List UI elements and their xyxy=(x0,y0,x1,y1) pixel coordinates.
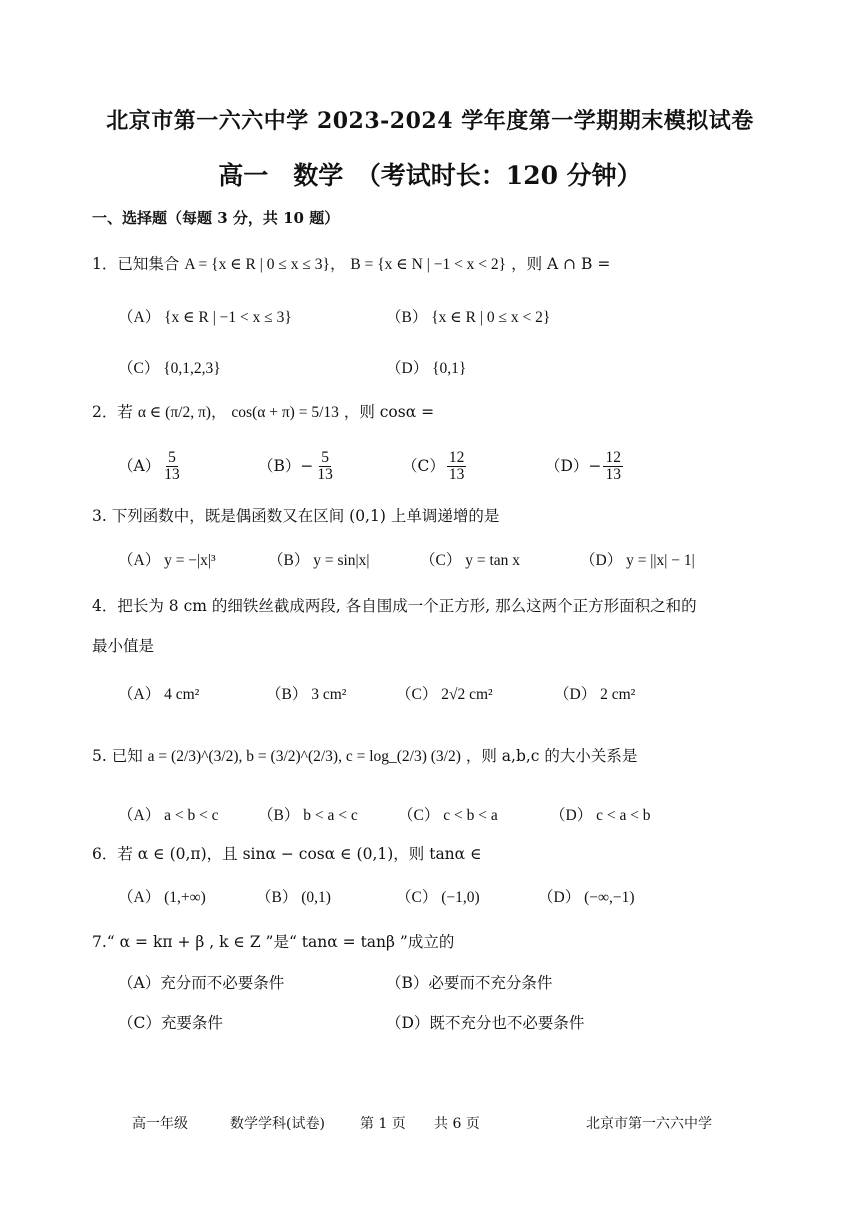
q3-option-d: （D） y = ||x| − 1| xyxy=(580,552,695,569)
q5-prefix: 5. 已知 xyxy=(92,747,143,765)
q3-option-b: （B） y = sin|x| xyxy=(268,552,370,569)
q5-expression: a = (2/3)^(3/2), b = (3/2)^(2/3), c = log_(2/3) (3/2) xyxy=(147,748,461,765)
section-heading: 一、选择题（每题 3 分，共 10 题） xyxy=(92,209,340,227)
q2-condition-1: α ∈ (π/2, π) xyxy=(137,404,211,421)
q2-option-a: （A） $\frac{5}{13}$ xyxy=(118,449,180,484)
q1-option-b: （B） {x ∈ R | 0 ≤ x < 2} xyxy=(386,309,551,326)
q2-condition-2: cos(α + π) = 5/13 xyxy=(231,404,339,421)
q5-option-d: （D） c < a < b xyxy=(550,807,651,824)
q2-prefix: 2．若 xyxy=(92,403,133,421)
q1-option-c: （C） {0,1,2,3} xyxy=(118,360,221,377)
q4-option-a: （A） 4 cm² xyxy=(118,686,200,703)
q1-set-a: A = {x ∈ R | 0 ≤ x ≤ 3} xyxy=(184,256,330,273)
exam-subtitle: 高一 数学 （考试时长：120 分钟） xyxy=(218,161,642,190)
q2-a-denominator: 13 xyxy=(164,466,180,484)
q2-b-numerator: 5 xyxy=(321,449,330,466)
q1-option-a: （A） {x ∈ R | −1 < x ≤ 3} xyxy=(118,309,292,326)
q7-option-b: （B）必要而不充分条件 xyxy=(386,974,553,992)
q3-option-a: （A） y = −|x|³ xyxy=(118,552,216,569)
footer-grade: 高一年级 xyxy=(132,1116,188,1132)
q2-option-b: （B）− $\frac{5}{13}$ xyxy=(258,449,333,484)
q5-option-a: （A） a < b < c xyxy=(118,807,219,824)
q2-option-d: （D）− $\frac{12}{13}$ xyxy=(545,449,621,484)
q5-suffix: ，则 a,b,c 的大小关系是 xyxy=(465,747,638,765)
q2-c-denominator: 13 xyxy=(448,466,465,484)
question-6-stem: 6．若 α ∈ (0,π)，且 sinα − cosα ∈ (0,1)，则 tanα ∈ xyxy=(92,845,482,863)
footer-total: 共 6 页 xyxy=(434,1116,480,1132)
q2-b-denominator: 13 xyxy=(317,466,333,484)
exam-title: 北京市第一六六中学 2023-2024 学年度第一学期期末模拟试卷 xyxy=(106,108,754,134)
question-1-stem: 1．已知集合 A = {x ∈ R | 0 ≤ x ≤ 3}， B = {x ∈ N | −1 < x < 2} ，则 A ∩ B = xyxy=(92,255,611,273)
q6-option-c: （C） (−1,0) xyxy=(396,889,480,906)
footer-subject: 数学学科(试卷) xyxy=(230,1116,325,1132)
q6-option-b: （B） (0,1) xyxy=(256,889,331,906)
q5-option-b: （B） b < a < c xyxy=(258,807,358,824)
q5-option-c: （C） c < b < a xyxy=(398,807,498,824)
question-4-stem-line-1: 4．把长为 8 cm 的细铁丝截成两段, 各自围成一个正方形, 那么这两个正方形面积之和的 xyxy=(92,597,697,615)
q2-d-numerator: 12 xyxy=(605,449,621,466)
q2-c-numerator: 12 xyxy=(448,449,465,466)
q1-prefix: 1．已知集合 xyxy=(92,255,180,273)
q6-option-d: （D） (−∞,−1) xyxy=(538,889,635,906)
q3-option-c: （C） y = tan x xyxy=(420,552,521,569)
footer-school: 北京市第一六六中学 xyxy=(586,1116,712,1132)
q2-a-numerator: 5 xyxy=(168,449,176,466)
q1-suffix: ，则 A ∩ B = xyxy=(511,255,611,273)
q2-suffix: ，则 cosα = xyxy=(343,403,435,421)
q7-option-a: （A）充分而不必要条件 xyxy=(118,974,285,992)
q1-option-d: （D） {0,1} xyxy=(386,360,467,377)
question-7-stem: 7.“ α = kπ + β , k ∈ Z ”是“ tanα = tanβ ”成立的 xyxy=(92,933,455,951)
q4-option-d: （D） 2 cm² xyxy=(554,686,636,703)
q1-set-b: B = {x ∈ N | −1 < x < 2} xyxy=(350,256,507,273)
footer-page: 第 1 页 xyxy=(360,1116,406,1132)
question-2-stem: 2．若 α ∈ (π/2, π)， cos(α + π) = 5/13 ，则 cosα = xyxy=(92,403,435,421)
q2-d-denominator: 13 xyxy=(605,466,621,484)
question-5-stem xyxy=(92,744,637,766)
question-3-stem: 3. 下列函数中，既是偶函数又在区间 (0,1) 上单调递增的是 xyxy=(92,507,500,525)
q6-option-a: （A） (1,+∞) xyxy=(118,889,206,906)
q4-option-b: （B） 3 cm² xyxy=(266,686,347,703)
q7-option-c: （C）充要条件 xyxy=(118,1014,223,1032)
q2-option-c: （C） $\frac{12}{13}$ xyxy=(402,449,465,484)
q7-option-d: （D）既不充分也不必要条件 xyxy=(386,1014,585,1032)
question-4-stem-line-2: 最小值是 xyxy=(92,637,155,655)
q4-option-c: （C） 2√2 cm² xyxy=(396,686,493,703)
